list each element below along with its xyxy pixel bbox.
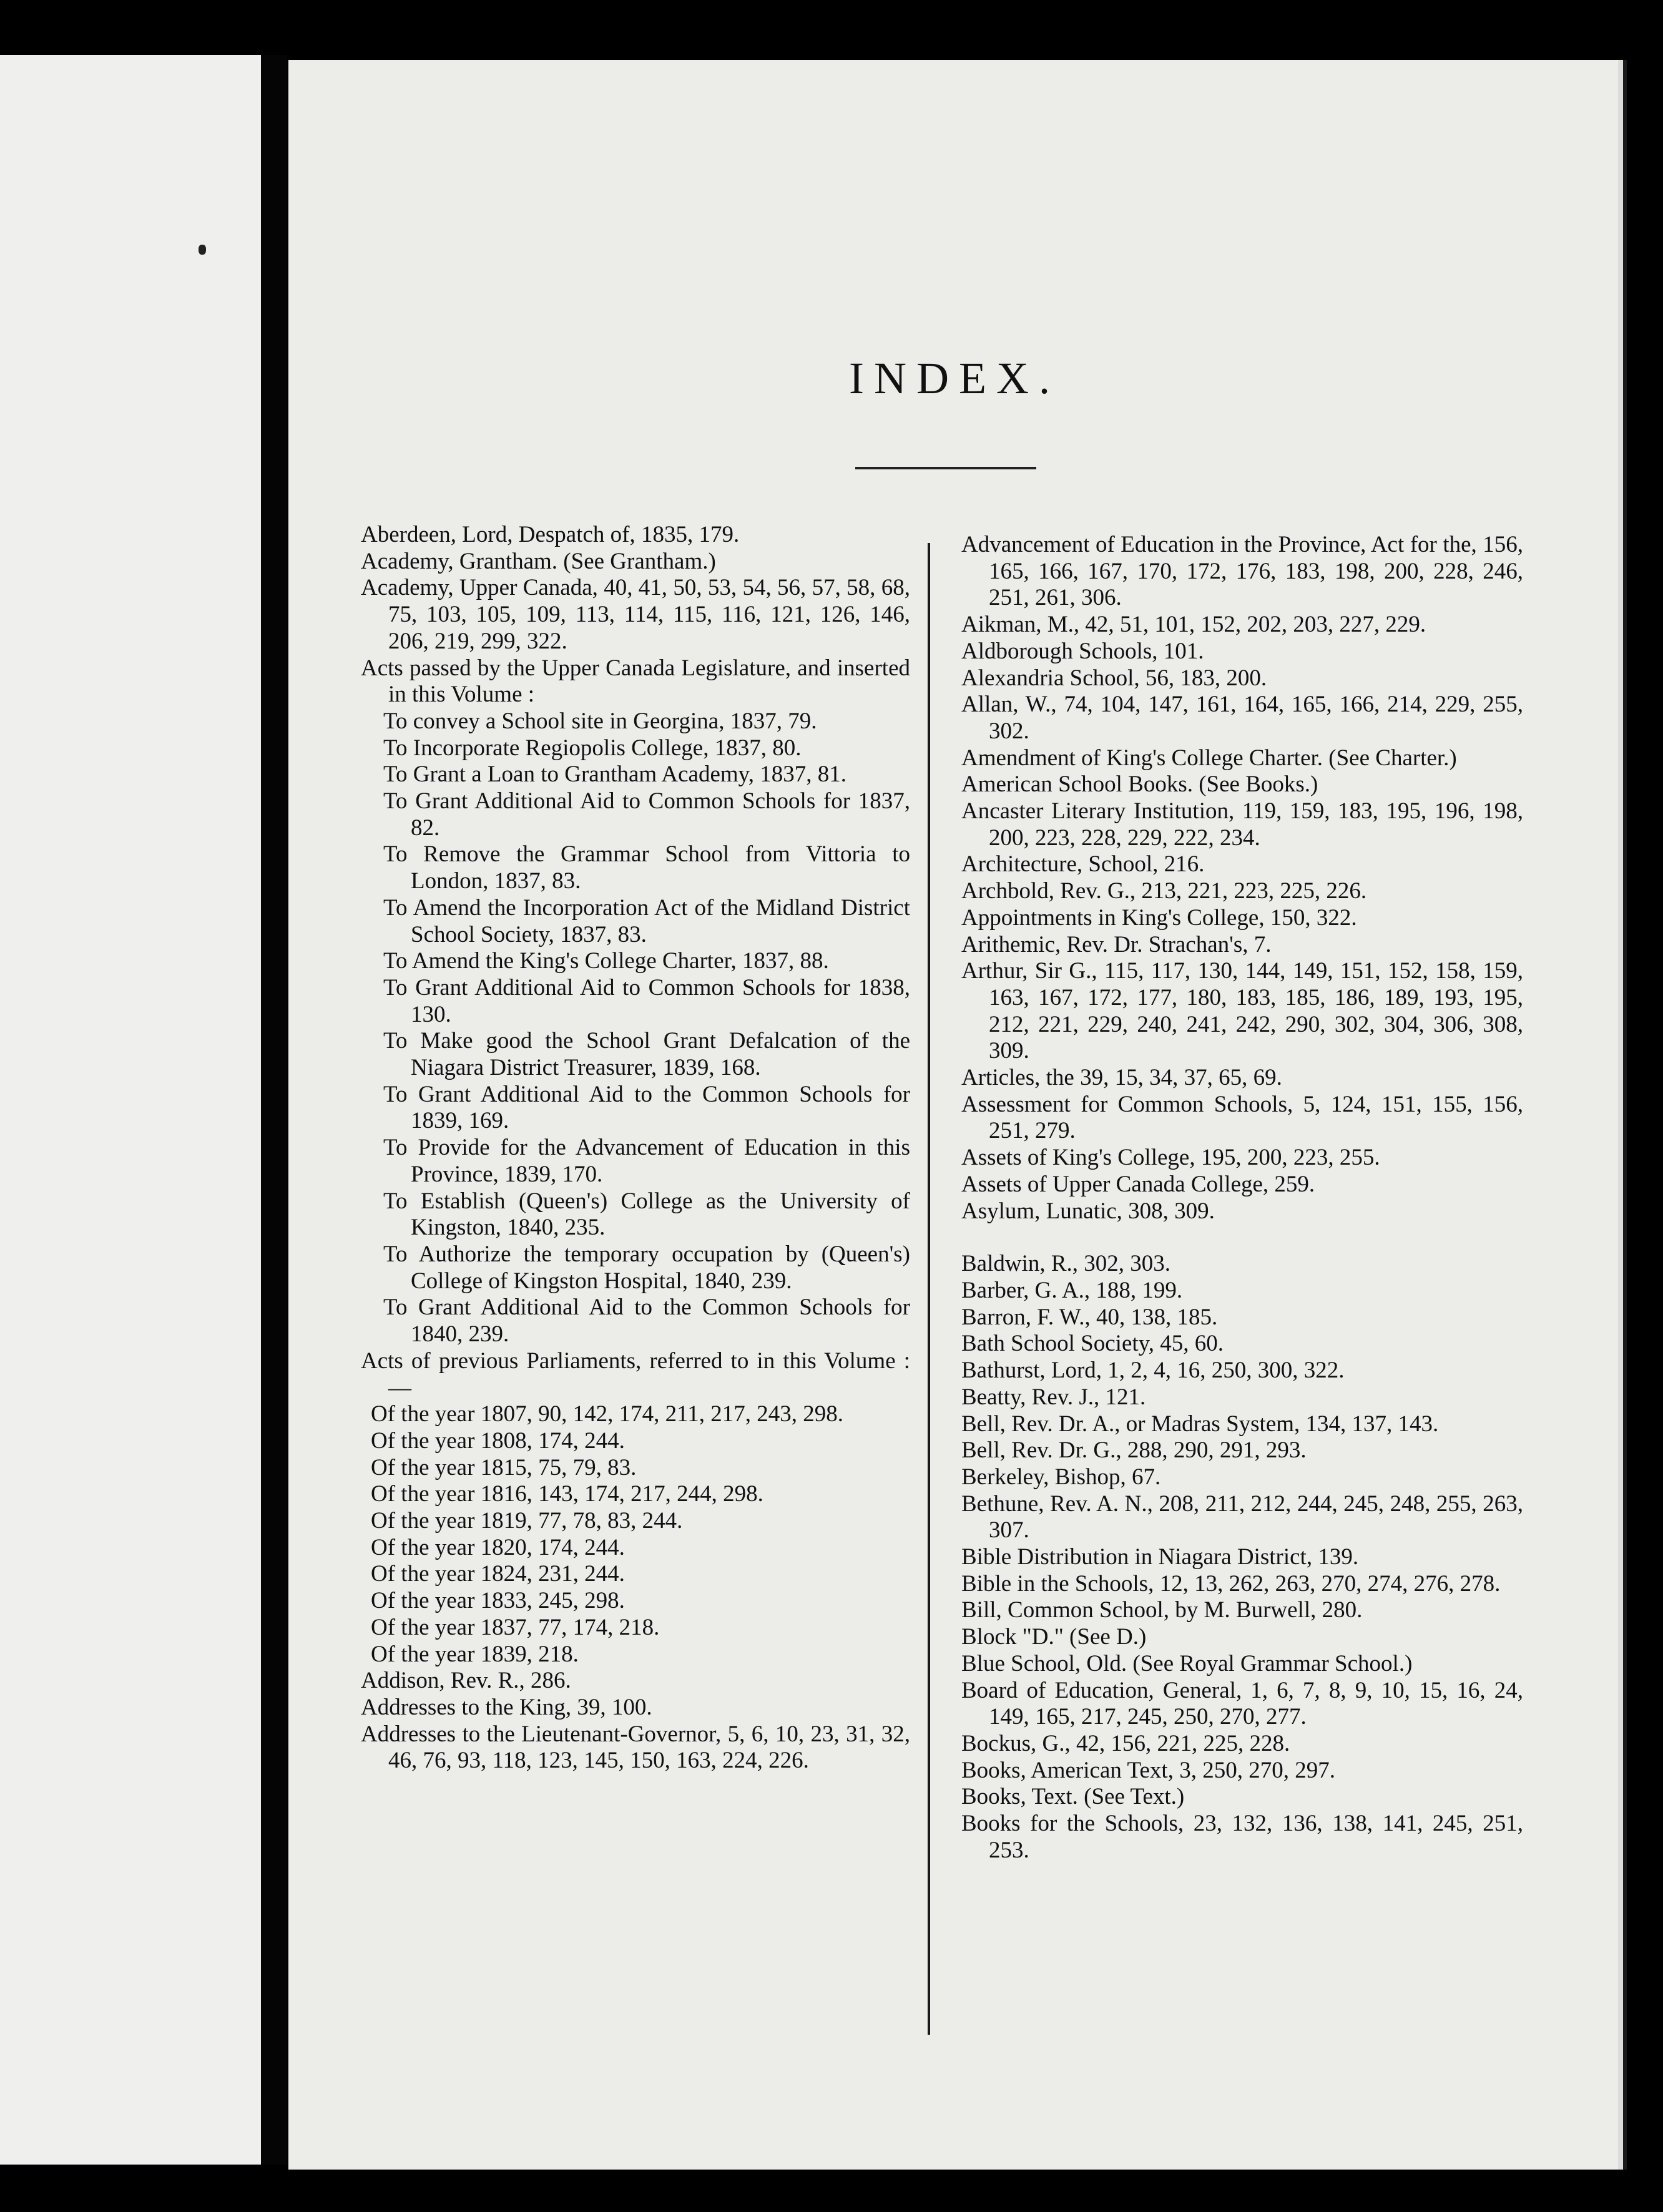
index-entry: Berkeley, Bishop, 67. [961,1464,1161,1490]
index-entry: Addresses to the Lieutenant-Governor, 5, 6, 10, 23, 31, 32, 46, 76, 93, 118, 123, 145, 150, 163, 224, 226. [361,1721,910,1774]
ink-mark [199,245,206,255]
index-subentry: To Grant Additional Aid to Common Schools for 1838, 130. [383,974,910,1027]
index-subentry: Of the year 1816, 143, 174, 217, 244, 298. [371,1481,763,1507]
index-entry: Articles, the 39, 15, 34, 37, 65, 69. [961,1065,1282,1091]
index-entry: Assets of Upper Canada College, 259. [961,1171,1315,1197]
index-entry: Bathurst, Lord, 1, 2, 4, 16, 250, 300, 322. [961,1358,1345,1384]
index-entry: Acts of previous Parliaments, referred to in this Volume :— [361,1348,910,1401]
index-entry: Bell, Rev. Dr. A., or Madras System, 134, 137, 143. [961,1411,1439,1437]
index-entry: Baldwin, R., 302, 303. [961,1251,1171,1277]
facing-page [0,55,261,2165]
index-entry: Barron, F. W., 40, 138, 185. [961,1304,1218,1330]
index-entry: Academy, Grantham. (See Grantham.) [361,548,716,574]
index-subentry: To Make good the School Grant Defalcation of the Niagara District Treasurer, 1839, 168. [383,1028,910,1081]
index-entry: Aberdeen, Lord, Despatch of, 1835, 179. [361,522,740,547]
index-entry: Archbold, Rev. G., 213, 221, 223, 225, 226. [961,878,1367,904]
index-entry: Block "D." (See D.) [961,1624,1147,1650]
index-subentry: Of the year 1820, 174, 244. [371,1534,625,1560]
index-subentry: Of the year 1833, 245, 298. [371,1588,625,1614]
index-entry: Books for the Schools, 23, 132, 136, 138, 141, 245, 251, 253. [961,1811,1523,1863]
index-entry: Arthur, Sir G., 115, 117, 130, 144, 149, 151, 152, 158, 159, 163, 167, 172, 177, 180, 183, 185, 186, 189, 193, 195, 212, 221, 229, 240, 241, 242, 290, 302, 304, 306, 308, 309. [961,958,1523,1064]
index-entry: Books, Text. (See Text.) [961,1784,1185,1810]
index-entry: Bockus, G., 42, 156, 221, 225, 228. [961,1730,1290,1756]
index-subentry: To Grant Additional Aid to Common Schools for 1837, 82. [383,788,910,841]
index-subentry: To Amend the King's College Charter, 1837, 88. [383,948,829,974]
index-entry: Board of Education, General, 1, 6, 7, 8, 9, 10, 15, 16, 24, 149, 165, 217, 245, 250, 270, 277. [961,1677,1523,1730]
index-entry: Bill, Common School, by M. Burwell, 280. [961,1597,1363,1623]
index-entry: Bath School Society, 45, 60. [961,1331,1224,1357]
index-subentry: To Authorize the temporary occupation by (Queen's) College of Kingston Hospital, 1840, 239. [383,1241,910,1294]
index-subentry: To Remove the Grammar School from Vittoria to London, 1837, 83. [383,841,910,894]
section-gap [961,1225,1523,1251]
index-entry: Allan, W., 74, 104, 147, 161, 164, 165, 166, 214, 229, 255, 302. [961,692,1523,744]
index-entry: Bible in the Schools, 12, 13, 262, 263, 270, 274, 276, 278. [961,1570,1501,1597]
index-subentry: To Amend the Incorporation Act of the Midland District School Society, 1837, 83. [383,894,910,947]
index-entry: Amendment of King's College Charter. (See Charter.) [961,745,1457,771]
index-entry: Acts passed by the Upper Canada Legislature, and inserted in this Volume : [361,655,910,708]
index-entry: Bethune, Rev. A. N., 208, 211, 212, 244, 245, 248, 255, 263, 307. [961,1490,1523,1544]
index-subentry: To Grant a Loan to Grantham Academy, 1837, 81. [383,761,847,788]
index-subentry: Of the year 1808, 174, 244. [371,1427,625,1454]
index-entry: Books, American Text, 3, 250, 270, 297. [961,1757,1335,1783]
index-column-right [961,532,1523,1864]
index-subentry: Of the year 1837, 77, 174, 218. [371,1614,660,1640]
index-subentry: Of the year 1824, 231, 244. [371,1561,625,1587]
page-gutter [261,55,287,2165]
title-rule [855,467,1036,469]
index-entry: American School Books. (See Books.) [961,771,1318,798]
index-subentry: To convey a School site in Georgina, 1837, 79. [383,708,817,734]
index-subentry: To Provide for the Advancement of Education in this Province, 1839, 170. [383,1135,910,1187]
index-subentry: To Establish (Queen's) College as the University of Kingston, 1840, 235. [383,1188,910,1241]
index-column-left [361,522,910,1774]
index-entry: Assets of King's College, 195, 200, 223, 255. [961,1145,1380,1171]
index-entry: Advancement of Education in the Province, Act for the, 156, 165, 166, 167, 170, 172, 176, 183, 198, 200, 228, 246, 251, 261, 306. [961,532,1523,611]
index-entry: Academy, Upper Canada, 40, 41, 50, 53, 54, 56, 57, 58, 68, 75, 103, 105, 109, 113, 114, 115, 116, 121, 126, 146, 206, 219, 299, 322. [361,575,910,654]
index-entry: Addresses to the King, 39, 100. [361,1694,652,1720]
column-divider [928,543,930,2035]
page-border [1623,60,1627,2170]
index-entry: Bell, Rev. Dr. G., 288, 290, 291, 293. [961,1437,1307,1464]
index-subentry: Of the year 1807, 90, 142, 174, 211, 217, 243, 298. [371,1401,844,1427]
page-edge [1618,60,1623,2170]
index-subentry: Of the year 1839, 218. [371,1641,579,1667]
index-subentry: Of the year 1819, 77, 78, 83, 244. [371,1508,683,1534]
index-entry: Ancaster Literary Institution, 119, 159, 183, 195, 196, 198, 200, 223, 228, 229, 222, 234. [961,798,1523,851]
index-entry: Blue School, Old. (See Royal Grammar School.) [961,1650,1413,1676]
page-title: INDEX. [849,353,1060,403]
index-entry: Beatty, Rev. J., 121. [961,1384,1146,1410]
index-entry: Barber, G. A., 188, 199. [961,1277,1183,1303]
index-subentry: To Grant Additional Aid to the Common Schools for 1839, 169. [383,1081,910,1134]
index-entry: Aikman, M., 42, 51, 101, 152, 202, 203, 227, 229. [961,612,1426,638]
index-entry: Appointments in King's College, 150, 322. [961,904,1357,931]
index-entry: Addison, Rev. R., 286. [361,1668,571,1694]
index-entry: Arithemic, Rev. Dr. Strachan's, 7. [961,931,1272,957]
index-subentry: To Incorporate Regiopolis College, 1837, 80. [383,735,802,761]
index-entry: Asylum, Lunatic, 308, 309. [961,1198,1215,1224]
index-entry: Bible Distribution in Niagara District, 139. [961,1544,1359,1570]
index-subentry: Of the year 1815, 75, 79, 83. [371,1454,637,1480]
index-subentry: To Grant Additional Aid to the Common Schools for 1840, 239. [383,1294,910,1348]
index-entry: Aldborough Schools, 101. [961,638,1204,664]
index-entry: Alexandria School, 56, 183, 200. [961,665,1267,691]
index-entry: Architecture, School, 216. [961,851,1205,878]
index-entry: Assessment for Common Schools, 5, 124, 151, 155, 156, 251, 279. [961,1091,1523,1144]
